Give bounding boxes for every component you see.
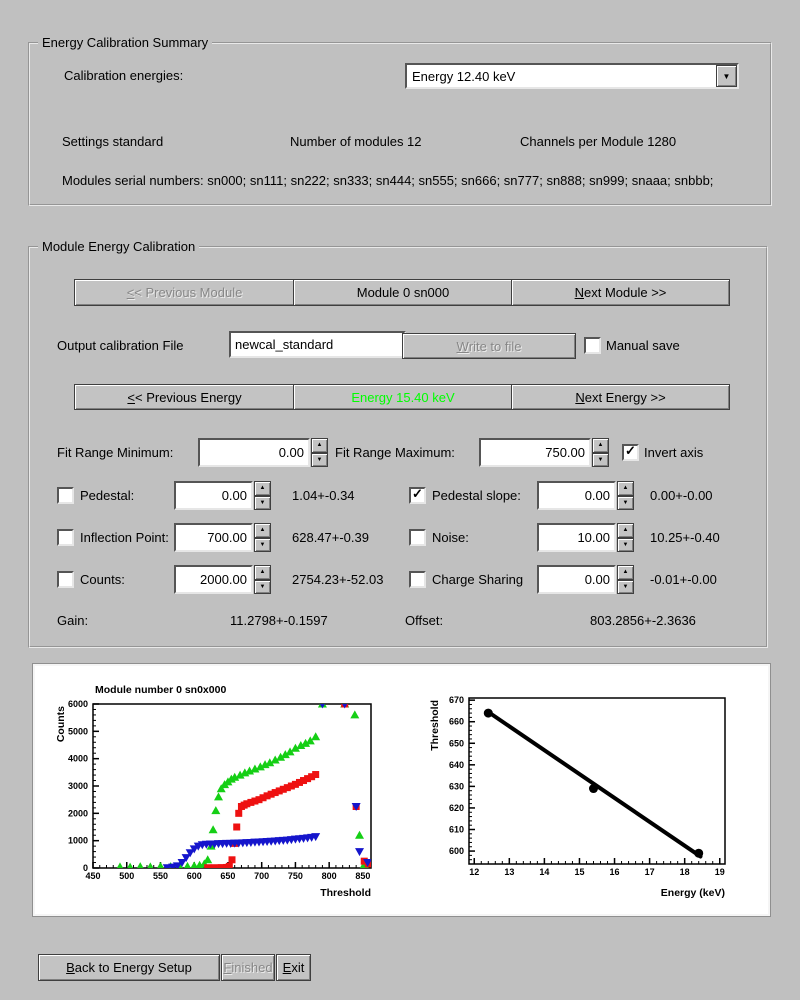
spin-down-icon[interactable]: ▼: [254, 496, 271, 511]
spin-up-icon[interactable]: ▲: [254, 481, 271, 496]
fit-range-min-label: Fit Range Minimum:: [57, 445, 174, 460]
inflection-point-label: Inflection Point:: [80, 530, 169, 545]
svg-text:640: 640: [448, 759, 464, 770]
spin-down-icon[interactable]: ▼: [254, 538, 271, 553]
spin-down-icon[interactable]: ▼: [617, 496, 634, 511]
noise-label: Noise:: [432, 530, 469, 545]
svg-text:Threshold: Threshold: [429, 700, 441, 751]
pedestal-spinbox: [174, 481, 271, 510]
threshold-energy-chart: [427, 676, 743, 900]
calibration-energy-combobox[interactable]: [405, 63, 739, 89]
charge-sharing-input[interactable]: 0.00: [537, 565, 616, 594]
svg-text:17: 17: [644, 867, 655, 877]
dropdown-arrow-icon[interactable]: ▼: [716, 65, 737, 87]
noise-checkbox[interactable]: [409, 529, 426, 546]
pedestal-slope-checkbox[interactable]: [409, 487, 426, 504]
svg-text:650: 650: [220, 871, 236, 881]
svg-text:600: 600: [448, 846, 464, 857]
noise-fit-value: 10.25+-0.40: [650, 530, 720, 545]
spin-up-icon[interactable]: ▲: [617, 565, 634, 580]
inflection-point-checkbox[interactable]: [57, 529, 74, 546]
pedestal-checkbox[interactable]: [57, 487, 74, 504]
group-title: Energy Calibration Summary: [38, 35, 212, 50]
spin-up-icon[interactable]: ▲: [254, 565, 271, 580]
fit-range-max-spinbox: [479, 438, 609, 467]
scurve-counts-chart: [53, 676, 387, 900]
charge-sharing-fit-value: -0.01+-0.00: [650, 572, 717, 587]
svg-text:670: 670: [448, 695, 464, 706]
counts-fit-value: 2754.23+-52.03: [292, 572, 384, 587]
charge-sharing-checkbox[interactable]: [409, 571, 426, 588]
svg-text:630: 630: [448, 781, 464, 792]
fit-range-max-label: Fit Range Maximum:: [335, 445, 455, 460]
charge-sharing-label: Charge Sharing: [432, 572, 524, 587]
next-energy-button[interactable]: N ext Energy >>: [511, 384, 730, 410]
svg-text:16: 16: [609, 867, 620, 877]
module-serial-numbers-label: Modules serial numbers: sn000; sn111; sn222; sn333; sn444; sn555; sn666; sn777; sn888; sn999; snaaa; snbbb;: [62, 173, 714, 188]
svg-text:12: 12: [469, 867, 480, 877]
manual-save-label: Manual save: [606, 338, 680, 353]
offset-value: 803.2856+-2.3636: [590, 613, 696, 628]
counts-label: Counts:: [80, 572, 125, 587]
spin-up-icon[interactable]: ▲: [617, 523, 634, 538]
svg-text:750: 750: [287, 871, 303, 881]
svg-text:5000: 5000: [67, 726, 88, 737]
noise-spinbox: [537, 523, 634, 552]
output-file-label: Output calibration File: [57, 338, 184, 353]
output-file-input[interactable]: newcal_standard: [229, 331, 406, 358]
module-energy-calibration-group: [28, 239, 768, 648]
finished-button[interactable]: F inished: [221, 954, 275, 981]
exit-button[interactable]: E xit: [276, 954, 311, 981]
calibration-energies-label: Calibration energies:: [64, 68, 184, 83]
svg-text:550: 550: [152, 871, 168, 881]
offset-label: Offset:: [405, 613, 444, 628]
channels-per-module-label: Channels per Module 1280: [520, 134, 677, 149]
svg-text:700: 700: [254, 871, 270, 881]
pedestal-slope-input[interactable]: 0.00: [537, 481, 616, 510]
previous-module-button[interactable]: < < Previous Module: [74, 279, 295, 306]
current-energy-button[interactable]: Energy 15.40 keV: [293, 384, 513, 410]
svg-text:Counts: Counts: [55, 706, 67, 743]
svg-text:15: 15: [574, 867, 585, 877]
previous-energy-button[interactable]: < < Previous Energy: [74, 384, 295, 410]
svg-text:14: 14: [539, 867, 550, 877]
spin-up-icon[interactable]: ▲: [592, 438, 609, 453]
inflection-point-fit-value: 628.47+-0.39: [292, 530, 369, 545]
invert-axis-label: Invert axis: [644, 445, 704, 460]
spin-down-icon[interactable]: ▼: [617, 538, 634, 553]
charge-sharing-spinbox: [537, 565, 634, 594]
svg-text:4000: 4000: [67, 753, 88, 764]
pedestal-slope-spinbox: [537, 481, 634, 510]
fit-range-min-input[interactable]: 0.00: [198, 438, 310, 467]
svg-text:19: 19: [714, 867, 725, 877]
counts-input[interactable]: 2000.00: [174, 565, 253, 594]
inflection-point-spinbox: [174, 523, 271, 552]
fit-range-min-spinbox: [198, 438, 328, 467]
svg-text:1000: 1000: [67, 835, 88, 846]
next-module-button[interactable]: N ext Module >>: [511, 279, 730, 306]
svg-text:620: 620: [448, 802, 464, 813]
svg-text:Module number 0 sn0x000: Module number 0 sn0x000: [95, 684, 227, 696]
inflection-point-input[interactable]: 700.00: [174, 523, 253, 552]
svg-text:600: 600: [186, 871, 202, 881]
svg-text:610: 610: [448, 824, 464, 835]
counts-checkbox[interactable]: [57, 571, 74, 588]
energy-calibration-summary-group: [28, 35, 772, 206]
svg-text:800: 800: [321, 871, 337, 881]
svg-text:2000: 2000: [67, 808, 88, 819]
spin-up-icon[interactable]: ▲: [311, 438, 328, 453]
plot-panel: [33, 664, 770, 916]
svg-text:Threshold: Threshold: [320, 887, 371, 899]
spin-up-icon[interactable]: ▲: [617, 481, 634, 496]
svg-text:3000: 3000: [67, 781, 88, 791]
pedestal-fit-value: 1.04+-0.34: [292, 488, 355, 503]
manual-save-checkbox[interactable]: [584, 337, 601, 354]
svg-text:650: 650: [448, 738, 464, 749]
svg-text:850: 850: [355, 871, 371, 881]
gain-label: Gain:: [57, 613, 89, 628]
gain-value: 11.2798+-0.1597: [230, 613, 328, 628]
svg-text:6000: 6000: [67, 699, 88, 709]
svg-text:450: 450: [85, 871, 101, 881]
spin-up-icon[interactable]: ▲: [254, 523, 271, 538]
svg-text:500: 500: [119, 871, 135, 881]
svg-text:Energy (keV): Energy (keV): [660, 887, 725, 899]
group-title: Module Energy Calibration: [38, 239, 199, 254]
svg-text:13: 13: [504, 867, 515, 877]
write-to-file-button[interactable]: W rite to file: [402, 333, 576, 359]
pedestal-label: Pedestal:: [80, 488, 135, 503]
settings-label: Settings standard: [62, 134, 164, 149]
fit-range-max-input[interactable]: 750.00: [479, 438, 591, 467]
current-module-button[interactable]: Module 0 sn000: [293, 279, 513, 306]
num-modules-label: Number of modules 12: [290, 134, 422, 149]
pedestal-slope-fit-value: 0.00+-0.00: [650, 488, 713, 503]
pedestal-input[interactable]: 0.00: [174, 481, 253, 510]
combobox-value: Energy 12.40 keV: [412, 68, 516, 84]
svg-text:0: 0: [82, 863, 88, 873]
spin-down-icon[interactable]: ▼: [254, 580, 271, 595]
svg-text:660: 660: [448, 716, 464, 727]
back-to-energy-setup-button[interactable]: B ack to Energy Setup: [38, 954, 220, 981]
svg-text:18: 18: [679, 867, 690, 877]
counts-spinbox: [174, 565, 271, 594]
spin-down-icon[interactable]: ▼: [617, 580, 634, 595]
spin-down-icon[interactable]: ▼: [311, 453, 328, 468]
pedestal-slope-label: Pedestal slope:: [432, 488, 521, 503]
invert-axis-checkbox[interactable]: [622, 444, 639, 461]
noise-input[interactable]: 10.00: [537, 523, 616, 552]
spin-down-icon[interactable]: ▼: [592, 453, 609, 468]
